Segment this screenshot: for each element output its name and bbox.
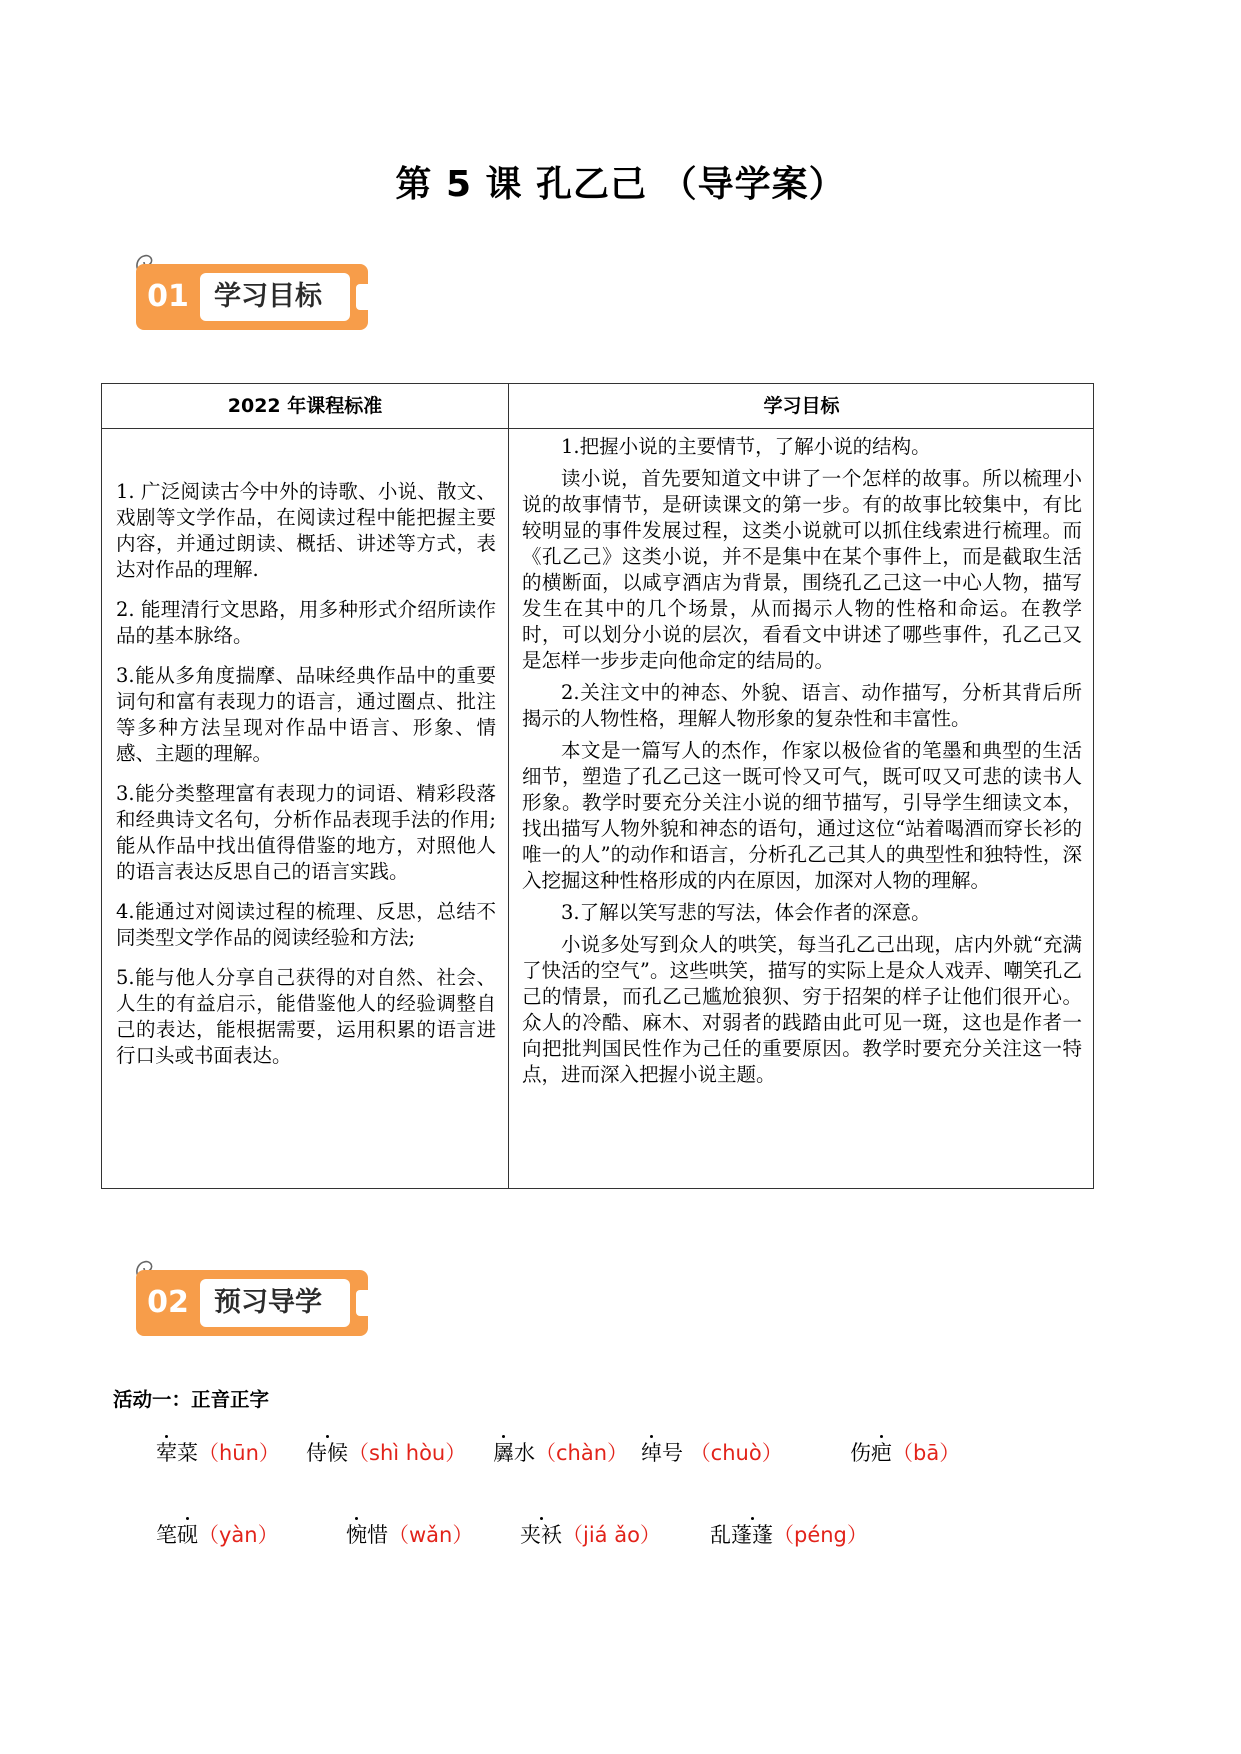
- pinyin-word: 羼水（chàn）: [493, 1441, 629, 1465]
- goal-paragraph: 本文是一篇写人的杰作，作家以极俭省的笔墨和典型的生活细节，塑造了孔乙己这一既可怜又可气，既可叹又可悲的读书人形象。教学时要充分关注小说的细节描写，引导学生细读文本，找出描写人物外貌和神态的语句，通过这位“站着喝酒而穿长衫的唯一的人”的动作和语言，分析孔乙己其人的典型性和独特性，深入挖掘这种性格形成的内在原因，加深对人物的理解。: [522, 739, 1082, 892]
- standard-item: 2. 能理清行文思路，用多种形式介绍所读作品的基本脉络。: [116, 598, 496, 647]
- goals-column: [522, 434, 1082, 1094]
- pinyin-word: 惋惜（wǎn）: [346, 1523, 474, 1547]
- goal-paragraph: 读小说，首先要知道文中讲了一个怎样的故事。所以梳理小说的故事情节，是研读课文的第一步。有的故事比较集中，有比较明显的事件发展过程，这类小说就可以抓住线索进行梳理。而《孔乙己》这类小说，并不是集中在某个事件上，而是截取生活的横断面，以咸亨酒店为背景，围绕孔乙己这一中心人物，描写发生在其中的几个场景，从而揭示人物的性格和命运。在教学时，可以划分小说的层次，看看文中讲述了哪些事件，孔乙己又是怎样一步步走向他命定的结局的。: [522, 467, 1082, 672]
- table-header-goals: 学习目标: [763, 395, 840, 417]
- table-header-standards: 2022 年课程标准: [227, 395, 383, 417]
- goal-paragraph: 小说多处写到众人的哄笑，每当孔乙己出现，店内外就“充满了快活的空气”。这些哄笑，描写的实际上是众人戏弄、嘲笑孔乙己的情景，而孔乙己尴尬狼狈、穷于招架的样子让他们很开心。众人的冷酷、麻木、对弱者的践踏由此可见一斑，这也是作者一向把批判国民性作为己任的重要原因。教学时要充分关注这一特点，进而深入把握小说主题。: [522, 933, 1082, 1086]
- section-label: 预习导学: [214, 1287, 322, 1318]
- page-title: 第 5 课 孔乙己 （导学案）: [395, 164, 846, 205]
- goal-paragraph: 1.把握小说的主要情节，了解小说的结构。: [561, 435, 931, 458]
- pinyin-word: 夹袄（jiá ǎo）: [520, 1523, 661, 1547]
- standard-item: 5.能与他人分享自己获得的对自然、社会、人生的有益启示，能借鉴他人的经验调整自己的表达，能根据需要，运用积累的语言进行口头或书面表达。: [116, 966, 496, 1067]
- standard-item: 3.能从多角度揣摩、品味经典作品中的重要词句和富有表现力的语言，通过圈点、批注等多种方法呈现对作品中语言、形象、情感、主题的理解。: [116, 664, 496, 765]
- pinyin-word: 荤菜（hūn）: [156, 1441, 280, 1465]
- section-label: 学习目标: [214, 281, 322, 312]
- pinyin-word: 绰号 （chuò）: [641, 1441, 783, 1465]
- pinyin-word: 侍候（shì hòu）: [306, 1441, 467, 1465]
- goal-paragraph: 2.关注文中的神态、外貌、语言、动作描写，分析其背后所揭示的人物性格，理解人物形象的复杂性和丰富性。: [522, 681, 1082, 730]
- section-number: 01: [147, 279, 189, 314]
- activity-heading: 活动一：正音正字: [113, 1388, 270, 1411]
- standard-item: 3.能分类整理富有表现力的词语、精彩段落和经典诗文名句，分析作品表现手法的作用;能从作品中找出值得借鉴的地方，对照他人的语言表达反思自己的语言实践。: [116, 782, 496, 883]
- standards-column: [116, 479, 496, 1083]
- pinyin-word: 伤疤（bā）: [850, 1441, 961, 1465]
- section-badge-02: [128, 1250, 368, 1340]
- section-badge-01: [128, 244, 368, 334]
- section-number: 02: [147, 1285, 189, 1320]
- badge-tab: [356, 1290, 374, 1316]
- standards-goals-table: [101, 383, 1094, 1189]
- column-divider: [508, 384, 509, 1188]
- pinyin-word: 乱蓬蓬（péng）: [710, 1523, 868, 1547]
- standard-item: 1. 广泛阅读古今中外的诗歌、小说、散文、戏剧等文学作品，在阅读过程中能把握主要内容，并通过朗读、概括、讲述等方式，表达对作品的理解.: [116, 480, 496, 581]
- goal-paragraph: 3.了解以笑写悲的写法，体会作者的深意。: [561, 901, 931, 924]
- badge-tab: [356, 284, 374, 310]
- header-divider: [102, 428, 1093, 429]
- pinyin-word: 笔砚（yàn）: [156, 1523, 279, 1547]
- standard-item: 4.能通过对阅读过程的梳理、反思，总结不同类型文学作品的阅读经验和方法;: [116, 900, 496, 949]
